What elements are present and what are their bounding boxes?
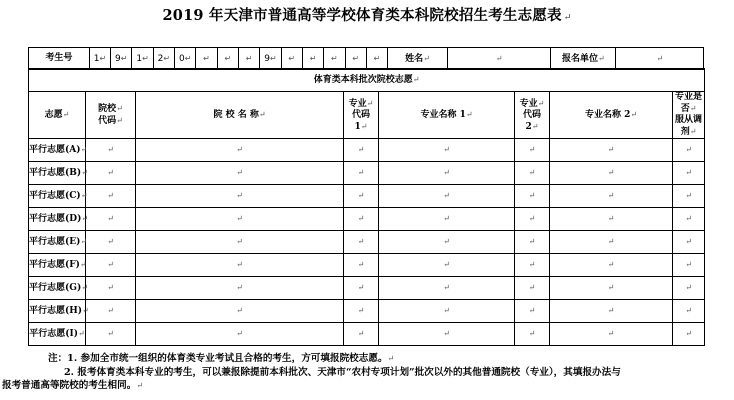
major-name-2-cell[interactable]: ↵: [550, 185, 673, 208]
wishes-table: [28, 68, 705, 346]
major-code-2-cell[interactable]: ↵: [515, 277, 550, 300]
wish-row: [29, 185, 705, 208]
major-name-1-cell[interactable]: ↵: [379, 277, 515, 300]
school-name-cell[interactable]: ↵: [136, 300, 344, 323]
school-name-cell[interactable]: ↵: [136, 323, 344, 346]
name-field[interactable]: ↵: [447, 48, 550, 70]
major-code-2-cell[interactable]: ↵: [515, 162, 550, 185]
exam-number-digit[interactable]: ↵: [238, 48, 259, 70]
wish-row: [29, 139, 705, 162]
wish-row: [29, 277, 705, 300]
wish-row: [29, 254, 705, 277]
wish-row-label: 平行志愿(G)↵: [29, 277, 86, 300]
major-code-1-cell[interactable]: ↵: [344, 323, 379, 346]
accept-adjustment-cell[interactable]: ↵: [673, 162, 705, 185]
major-name-2-cell[interactable]: ↵: [550, 139, 673, 162]
school-name-cell[interactable]: ↵: [136, 208, 344, 231]
major-name-1-cell[interactable]: ↵: [379, 231, 515, 254]
school-name-cell[interactable]: ↵: [136, 254, 344, 277]
major-code-2-cell[interactable]: ↵: [515, 300, 550, 323]
col-header-accept-adjustment: 专业是否↵ 服从调剂↵: [673, 92, 705, 139]
col-header-major-name-1: 专业名称 1↵: [379, 92, 515, 139]
accept-adjustment-cell[interactable]: ↵: [673, 185, 705, 208]
application-form-table: [28, 47, 704, 70]
school-name-cell[interactable]: ↵: [136, 139, 344, 162]
school-code-cell[interactable]: ↵: [86, 185, 136, 208]
school-name-cell[interactable]: ↵: [136, 162, 344, 185]
accept-adjustment-cell[interactable]: ↵: [673, 254, 705, 277]
major-name-2-cell[interactable]: ↵: [550, 162, 673, 185]
school-code-cell[interactable]: ↵: [86, 139, 136, 162]
exam-number-digit[interactable]: ↵: [217, 48, 238, 70]
major-name-2-cell[interactable]: ↵: [550, 254, 673, 277]
school-code-cell[interactable]: ↵: [86, 323, 136, 346]
school-code-cell[interactable]: ↵: [86, 208, 136, 231]
paragraph-mark-icon: ↵: [563, 13, 572, 23]
major-code-2-cell[interactable]: ↵: [515, 208, 550, 231]
school-code-cell[interactable]: ↵: [86, 231, 136, 254]
major-code-2-cell[interactable]: ↵: [515, 254, 550, 277]
registration-unit-field[interactable]: ↵: [616, 48, 704, 70]
major-code-1-cell[interactable]: ↵: [344, 162, 379, 185]
major-name-1-cell[interactable]: ↵: [379, 254, 515, 277]
wish-row: [29, 231, 705, 254]
registration-unit-label: 报名单位↵: [551, 48, 616, 70]
accept-adjustment-cell[interactable]: ↵: [673, 323, 705, 346]
school-code-cell[interactable]: ↵: [86, 254, 136, 277]
wish-row-label: 平行志愿(B)↵: [29, 162, 86, 185]
major-name-2-cell[interactable]: ↵: [550, 231, 673, 254]
col-header-school-name: 院 校 名 称↵: [136, 92, 344, 139]
accept-adjustment-cell[interactable]: ↵: [673, 231, 705, 254]
column-header-row: [29, 92, 705, 139]
school-name-cell[interactable]: ↵: [136, 185, 344, 208]
wish-row-label: 平行志愿(A)↵: [29, 139, 86, 162]
school-name-cell[interactable]: ↵: [136, 277, 344, 300]
major-name-2-cell[interactable]: ↵: [550, 277, 673, 300]
wish-row-label: 平行志愿(I)↵: [29, 323, 86, 346]
major-name-1-cell[interactable]: ↵: [379, 208, 515, 231]
major-name-2-cell[interactable]: ↵: [550, 208, 673, 231]
exam-number-digit[interactable]: ↵: [302, 48, 323, 70]
school-name-cell[interactable]: ↵: [136, 231, 344, 254]
major-name-1-cell[interactable]: ↵: [379, 185, 515, 208]
accept-adjustment-cell[interactable]: ↵: [673, 277, 705, 300]
school-code-cell[interactable]: ↵: [86, 300, 136, 323]
wish-row-label: 平行志愿(D)↵: [29, 208, 86, 231]
exam-number-digit[interactable]: 0↵: [175, 48, 196, 70]
exam-number-digit[interactable]: 1↵: [132, 48, 153, 70]
col-header-school-code: 院校↵ 代码↵: [86, 92, 136, 139]
exam-number-digit[interactable]: ↵: [366, 48, 387, 70]
accept-adjustment-cell[interactable]: ↵: [673, 139, 705, 162]
exam-number-digit[interactable]: ↵: [196, 48, 217, 70]
major-code-1-cell[interactable]: ↵: [344, 277, 379, 300]
note-line-3: 报考普通高等院校的考生相同。↵: [2, 380, 144, 391]
wish-row: [29, 323, 705, 346]
exam-info-row: [29, 48, 704, 70]
wish-row: [29, 300, 705, 323]
col-header-wish: 志愿↵: [29, 92, 86, 139]
accept-adjustment-cell[interactable]: ↵: [673, 208, 705, 231]
exam-number-digit[interactable]: 9↵: [111, 48, 132, 70]
note-line-1: 注：1. 参加全市统一组织的体育类专业考试且合格的考生，方可填报院校志愿。↵: [48, 353, 395, 364]
exam-number-digit[interactable]: 2↵: [153, 48, 174, 70]
col-header-major-name-2: 专业名称 2↵: [550, 92, 673, 139]
major-code-1-cell[interactable]: ↵: [344, 139, 379, 162]
major-code-2-cell[interactable]: ↵: [515, 185, 550, 208]
wish-row-label: 平行志愿(C)↵: [29, 185, 86, 208]
section-title-row: [29, 69, 705, 92]
major-name-2-cell[interactable]: ↵: [550, 323, 673, 346]
exam-number-digit[interactable]: 1↵: [89, 48, 110, 70]
form-title-text: 2019 年天津市普通高等学校体育类本科院校招生考生志愿表: [162, 7, 562, 24]
wish-row-label: 平行志愿(F)↵: [29, 254, 86, 277]
name-label: 姓名↵: [388, 48, 448, 70]
major-name-2-cell[interactable]: ↵: [550, 300, 673, 323]
major-code-2-cell[interactable]: ↵: [515, 139, 550, 162]
major-code-1-cell[interactable]: ↵: [344, 185, 379, 208]
school-code-cell[interactable]: ↵: [86, 162, 136, 185]
note-line-2: 2. 报考体育类本科专业的考生，可以兼报除提前本科批次、天津市“农村专项计划”批次以外的其他普通院校（专业），其填报办法与: [64, 366, 621, 378]
exam-number-digit[interactable]: ↵: [281, 48, 302, 70]
major-code-1-cell[interactable]: ↵: [344, 300, 379, 323]
section-title: 体育类本科批次院校志愿↵: [29, 69, 705, 92]
major-name-1-cell[interactable]: ↵: [379, 323, 515, 346]
col-header-major-code-1: 专业↵ 代码 1↵: [344, 92, 379, 139]
form-title: [0, 4, 734, 25]
major-name-1-cell[interactable]: ↵: [379, 300, 515, 323]
major-code-1-cell[interactable]: ↵: [344, 231, 379, 254]
major-code-2-cell[interactable]: ↵: [515, 323, 550, 346]
major-code-1-cell[interactable]: ↵: [344, 254, 379, 277]
major-name-1-cell[interactable]: ↵: [379, 162, 515, 185]
wish-rows: [29, 139, 705, 346]
wish-row-label: 平行志愿(E)↵: [29, 231, 86, 254]
exam-number-label: 考生号: [29, 48, 90, 70]
wish-row-label: 平行志愿(H)↵: [29, 300, 86, 323]
accept-adjustment-cell[interactable]: ↵: [673, 300, 705, 323]
exam-number-digit[interactable]: 9↵: [260, 48, 281, 70]
major-code-2-cell[interactable]: ↵: [515, 231, 550, 254]
exam-number-digit[interactable]: ↵: [324, 48, 345, 70]
wish-row: [29, 162, 705, 185]
wish-row: [29, 208, 705, 231]
col-header-major-code-2: 专业↵ 代码 2↵: [515, 92, 550, 139]
exam-number-digit[interactable]: ↵: [345, 48, 366, 70]
major-code-1-cell[interactable]: ↵: [344, 208, 379, 231]
major-name-1-cell[interactable]: ↵: [379, 139, 515, 162]
school-code-cell[interactable]: ↵: [86, 277, 136, 300]
notes-block: [0, 352, 734, 393]
